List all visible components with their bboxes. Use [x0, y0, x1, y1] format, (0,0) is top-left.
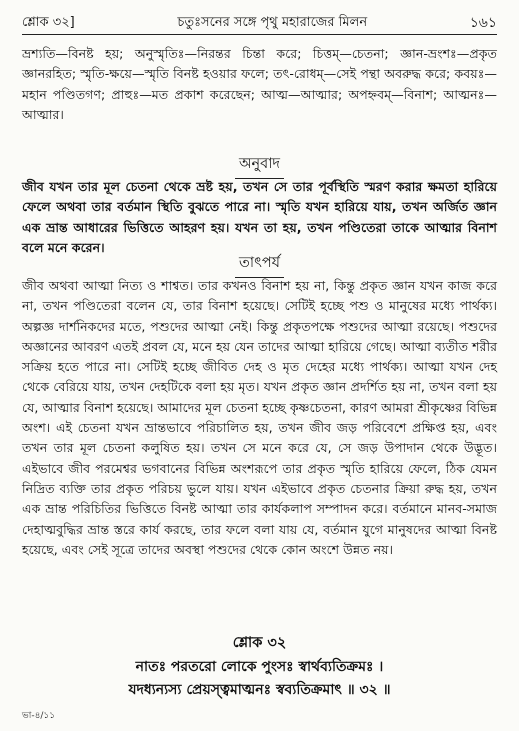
page-header — [22, 12, 497, 35]
purport-text: জীব অথবা আত্মা নিত্য ও শাশ্বত। তার কখনও বিনাশ হয় না, কিন্তু প্রকৃত জ্ঞান যখন কাজ করে না, তখন পণ্ডিতেরা বলেন যে, তার বিনাশ হয়েছে। সেটিই হচ্ছে পশু ও মানুষের মধ্যে পার্থক্য। অল্পজ্ঞ দার্শনিকদের মতে, পশুদের আত্মা নেই। কিন্তু প্রকৃতপক্ষে পশুদের আত্মা রয়েছে। পশুদের অজ্ঞানের আবরণ এতই প্রবল যে, মনে হয় যেন তাদের আত্মা হারিয়ে গেছে। আত্মা ব্যতীত শরীর সক্রিয় হতে পারে না। সেটিই হচ্ছে জীবিত দেহ ও মৃত দেহের মধ্যে পার্থক্য। আত্মা যখন দেহ থেকে বেরিয়ে যায়, তখন দেহটিকে বলা হয় মৃত। যখন প্রকৃত জ্ঞান প্রদর্শিত হয় না, তখন বলা হয় যে, আত্মার বিনাশ হয়েছে। আমাদের মূল চেতনা হচ্ছে কৃষ্ণচেতনা, কারণ আমরা শ্রীকৃষ্ণের বিভিন্ন অংশ। এই চেতনা যখন ভ্রান্তভাবে পরিচালিত হয়, তখন জীব জড় পরিবেশে প্রক্ষিপ্ত হয়, এবং তখন তার মূল চেতনা কলুষিত হয়। তখন সে মনে করে যে, সে জড় উপাদান থেকে উদ্ভূত। এইভাবে জীব পরমেশ্বর ভগবানের বিভিন্ন অংশরূপে তার প্রকৃত স্মৃতি হারিয়ে ফেলে, ঠিক যেমন নিদ্রিত ব্যক্তি তার প্রকৃত পরিচয় ভুলে যায়। যখন এইভাবে প্রকৃত চেতনার ক্রিয়া রুদ্ধ হয়, তখন এক ভ্রান্ত পরিচিতির ভিত্তিতে বিনষ্ট আত্মা তার কার্যকলাপ সম্পাদন করে। বর্তমানে মানব-সমাজ দেহাত্মবুদ্ধির ভ্রান্ত স্তরে কার্য করছে, তার ফলে বলা যায় যে, বর্তমান যুগে মানুষদের আত্মা বিনষ্ট হয়েছে, এবং সেই সূত্রে তাদের অবস্থা পশুদের থেকে কোন অংশে উন্নত নয়। — [22, 278, 497, 557]
header-chapter-title: চতুঃসনের সঙ্গে পৃথু মহারাজের মিলন — [177, 14, 368, 30]
word-synonyms: ভ্রশ্যতি—বিনষ্ট হয়; অনুস্মৃতিঃ—নিরন্তর চিন্তা করে; চিত্তম্—চেতনা; জ্ঞান-ভ্রংশঃ—প্রকৃত জ্ঞানরহিত; স্মৃতি-ক্ষয়ে—স্মৃতি বিনষ্ট হওয়ার ফলে; তৎ-রোধম্—সেই পন্থা অবরুদ্ধ করে; কবয়ঃ—মহান পণ্ডিতগণ; প্রাহুঃ—মত প্রকাশ করেছেন; আত্ম—আত্মার; অপহ্নবম্—বিনাশ; আত্মনঃ—আত্মার। — [22, 46, 497, 122]
page-footer-code: ভা-৪/১১ — [22, 711, 56, 721]
purport-heading: তাৎপর্য — [0, 252, 519, 278]
header-verse-ref: শ্লোক ৩২] — [22, 14, 75, 30]
verse-heading: শ্লোক ৩২ — [232, 635, 287, 651]
verse-line-2: যদধ্যন্যস্য প্রেয়স্ত্বমাত্মনঃ স্বব্যতিক্রমাৎ ॥ ৩২ ॥ — [128, 682, 391, 698]
translation-heading: অনুবাদ — [0, 153, 519, 179]
verse-line-1: নাতঃ পরতরো লোকে পুংসঃ স্বার্থব্যতিক্রমঃ । — [135, 659, 384, 675]
page-number: ১৬১ — [469, 15, 497, 31]
translation-text: জীব যখন তার মূল চেতনা থেকে ভ্রষ্ট হয়, তখন সে তার পূর্বস্থিতি স্মরণ করার ক্ষমতা হারিয়ে ফেলে অথবা তার বর্তমান স্থিতি বুঝতে পারে না। স্মৃতি যখন হারিয়ে যায়, তখন অর্জিত জ্ঞান এক ভ্রান্ত আধারের ভিত্তিতে আহরণ হয়। যখন তা হয়, তখন পণ্ডিতেরা তাকে আত্মার বিনাশ বলে মনে করেন। — [22, 179, 497, 255]
